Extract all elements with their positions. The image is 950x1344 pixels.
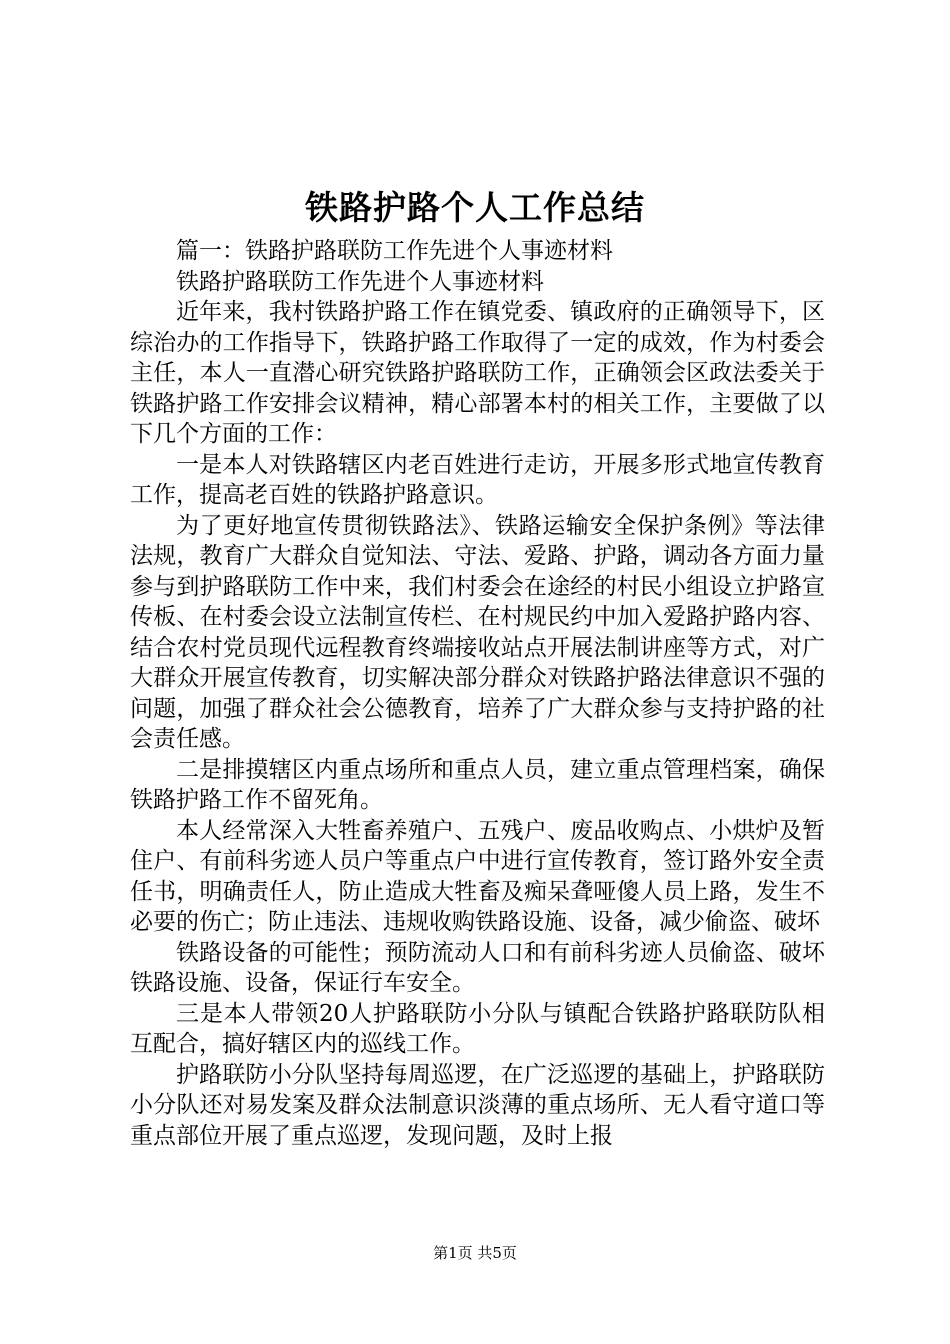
page-footer: 第1页 共5页 <box>433 1244 517 1262</box>
document-title: 铁路护路个人工作总结 <box>305 188 645 227</box>
paragraph: 本人经常深入大牲畜养殖户、五残户、废品收购点、小烘炉及暂住户、有前科劣迹人员户等重点户中进行宣传教育，签订路外安全责任书，明确责任人，防止造成大牲畜及痴呆聋哑傻人员上路，发生不必要的伤亡；防止违法、违规收购铁路设施、设备，减少偷盗、破坏 <box>130 817 825 935</box>
paragraph: 护路联防小分队坚持每周巡逻，在广泛巡逻的基础上，护路联防小分队还对易发案及群众法制意识淡薄的重点场所、无人看守道口等重点部位开展了重点巡逻，发现问题，及时上报 <box>130 1061 825 1149</box>
paragraph: 一是本人对铁路辖区内老百姓进行走访，开展多形式地宣传教育工作，提高老百姓的铁路护路意识。 <box>130 451 825 508</box>
paragraph: 近年来，我村铁路护路工作在镇党委、镇政府的正确领导下，区综治办的工作指导下，铁路护路工作取得了一定的成效，作为村委会主任，本人一直潜心研究铁路护路联防工作，正确领会区政法委关于铁路护路工作安排会议精神，精心部署本村的相关工作，主要做了以下几个方面的工作： <box>130 299 825 447</box>
paragraph: 二是排摸辖区内重点场所和重点人员，建立重点管理档案，确保铁路护路工作不留死角。 <box>130 756 825 813</box>
paragraph: 篇一：铁路护路联防工作先进个人事迹材料 <box>176 238 613 264</box>
paragraph: 铁路设备的可能性；预防流动人口和有前科劣迹人员偷盗、破坏铁路设施、设备，保证行车安全。 <box>130 939 825 996</box>
document-body <box>130 236 825 1151</box>
paragraph: 铁路护路联防工作先进个人事迹材料 <box>176 268 544 295</box>
paragraph: 为了更好地宣传贯彻铁路法》、铁路运输安全保护条例》等法律法规，教育广大群众自觉知法、守法、爱路、护路，调动各方面力量参与到护路联防工作中来，我们村委会在途经的村民小组设立护路宣传板、在村委会设立法制宣传栏、在村规民约中加入爱路护路内容、结合农村党员现代远程教育终端接收站点开展法制讲座等方式，对广大群众开展宣传教育，切实解决部分群众对铁路护路法律意识不强的问题，加强了群众社会公德教育，培养了广大群众参与支持护路的社会责任感。 <box>130 512 825 752</box>
paragraph: 三是本人带领20人护路联防小分队与镇配合铁路护路联防队相互配合，搞好辖区内的巡线工作。 <box>130 1000 825 1057</box>
